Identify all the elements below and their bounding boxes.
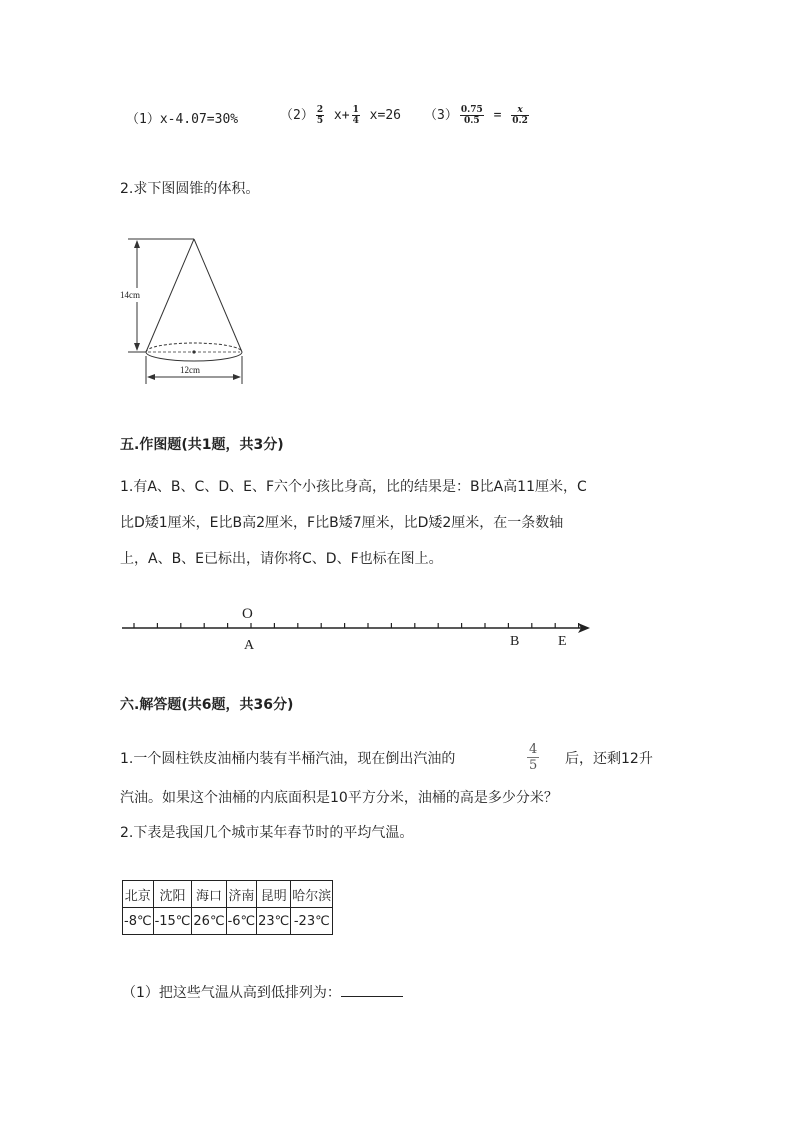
point-b-label: B [510,634,520,649]
section-5-line-2: 比D矮1厘米，E比B高2厘米，F比B矮7厘米，比D矮2厘米，在一条数轴 [120,515,564,531]
arrow-left-icon [147,374,155,380]
equation-2-mid: x+ [333,108,350,123]
cone-diagram [118,232,258,388]
fraction-numerator: x [511,105,529,116]
table-cell: 哈尔滨 [291,881,333,908]
fraction-denominator: 0.5 [463,116,480,126]
answer-blank[interactable] [341,984,403,997]
section-5-line-3: 上，A、B、E已标出，请你将C、D、F也标在图上。 [120,551,443,567]
equation-2-prefix: （2） [280,108,314,123]
height-label: 14cm [120,290,140,300]
number-line [118,600,594,656]
equation-1: （1）x-4.07=30% [126,112,239,127]
origin-label: O [242,606,253,622]
fraction-denominator: 5 [316,116,324,126]
fraction-four-fifths [527,742,539,773]
base-center-dot [192,350,195,353]
equation-3 [424,104,531,126]
section-5-title: 五.作图题(共1题，共3分) [120,437,284,453]
table-cell: -6℃ [226,908,257,935]
table-cell: -15℃ [153,908,192,935]
section-6-q1-part-1: 1.一个圆柱铁皮油桶内装有半桶汽油，现在倒出汽油的 [120,751,456,767]
equation-2 [280,104,401,126]
table-cell: 海口 [192,881,226,908]
table-cell: 26℃ [192,908,226,935]
section-5-line-1: 1.有A、B、C、D、E、F六个小孩比身高，比的结果是：B比A高11厘米，C [120,479,587,495]
equation-3-prefix: （3） [424,108,458,123]
table-cell: 昆明 [257,881,291,908]
equation-2-suffix: x=26 [369,108,401,123]
fraction-denominator: 4 [352,116,359,126]
cone-right-side [194,239,242,352]
equals-sign: = [493,108,502,123]
temperature-table [122,880,333,935]
arrow-right-icon [233,374,241,380]
section-6-q2: 2.下表是我国几个城市某年春节时的平均气温。 [120,825,414,841]
point-e-label: E [558,634,567,649]
diameter-label: 12cm [180,365,200,375]
fraction-right [511,105,529,126]
fraction-two-fifths [316,105,324,126]
fraction-numerator: 2 [316,105,324,115]
table-row-temps [123,908,333,935]
fraction-numerator: 1 [352,105,359,115]
fraction-one-fourth [352,105,360,126]
section-6-q1-line-2: 汽油。如果这个油桶的内底面积是10平方分米，油桶的高是多少分米？ [120,790,558,806]
table-cell: -23℃ [291,908,333,935]
point-a-label: A [244,638,255,653]
table-cell: 23℃ [257,908,291,935]
arrow-down-icon [134,343,140,351]
question-cone-volume: 2.求下图圆锥的体积。 [120,181,260,197]
fraction-numerator: 4 [529,742,538,757]
fraction-denominator: 0.2 [512,116,528,126]
section-6-sub-1 [122,982,403,1002]
table-cell: 沈阳 [153,881,192,908]
arrow-up-icon [134,240,140,248]
table-row-cities [123,881,333,908]
section-6-title: 六.解答题(共6题，共36分) [120,697,294,713]
fraction-denominator: 5 [529,758,538,773]
fraction-left [460,105,484,126]
table-cell: -8℃ [123,908,154,935]
section-6-q1-part-2: 后，还剩12升 [565,751,653,767]
sub-1-text: （1）把这些气温从高到低排列为： [122,985,341,1001]
table-cell: 北京 [123,881,154,908]
fraction-numerator: 0.75 [460,105,483,115]
table-cell: 济南 [226,881,257,908]
